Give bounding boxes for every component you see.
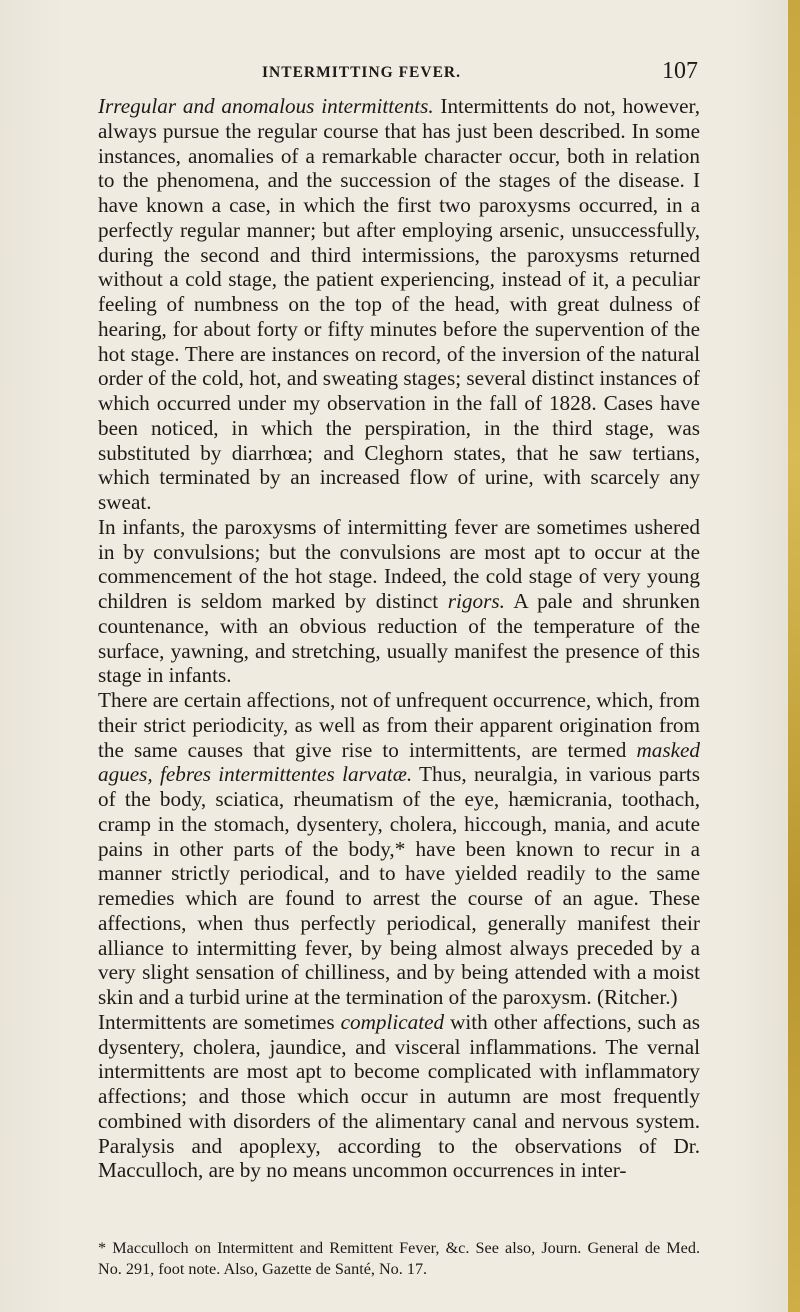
paragraph-text: Intermittents do not, however, always pursue the regular course that has just been described. In some instances, anomalies of a remarkable character occur, both in relation to the phenomena, and the succession of the stages of the disease. I have known a case, in which the first two paroxysms occurred, in a perfectly regular manner; but after employing arsenic, unsuccessfully, during the second and third intermissions, the paroxysms returned without a cold stage, the patient experiencing, instead of it, a peculiar feeling of numbness on the top of the head, with great dulness of hearing, for about forty or fifty minutes before the supervention of the hot stage. There are instances on record, of the inversion of the natural order of the cold, hot, and sweating stages; several distinct instances of which occurred under my observation in the fall of 1828. Cases have been noticed, in which the perspiration, in the third stage, was substituted by diarrhœa; and Cleghorn states, that he saw tertians, which terminated by an increased flow of urine, with scarcely any sweat.	[98, 94, 700, 514]
page-header	[262, 58, 698, 88]
paragraph-text: Intermittents are sometimes	[98, 1009, 341, 1034]
page-number: 107	[662, 58, 698, 84]
page-edge	[788, 0, 800, 1312]
running-title: INTERMITTING FEVER.	[262, 64, 461, 81]
emphasis-masked-agues: masked agues, febres intermittentes larvatæ.	[98, 737, 700, 787]
paragraph-irregular-intermittents	[98, 94, 700, 515]
paragraph-text: with other affections, such as dysentery, cholera, jaundice, and visceral inflammations. The vernal intermittents are most apt to become complicated with inflammatory affections; and those which occur in autumn are most frequently combined with disorders of the alimentary canal and nervous system. Paralysis and apoplexy, according to the observations of Dr. Macculloch, are by no means uncommon occurrences in inter-	[98, 1009, 700, 1183]
body-text	[98, 94, 700, 1183]
footnote: * Macculloch on Intermittent and Remittent Fever, &c. See also, Journ. General de Med. No. 291, foot note. Also, Gazette de Santé, No. 17.	[98, 1239, 700, 1278]
paragraph-text: A pale and shrunken countenance, with an obvious reduction of the temperature of the surface, yawning, and stretching, usually manifest the presence of this stage in infants.	[98, 589, 700, 688]
paragraph-text: Thus, neuralgia, in various parts of the body, sciatica, rheumatism of the eye, hæmicrania, toothach, cramp in the stomach, dysentery, cholera, hiccough, mania, and acute pains in other parts of the body,* have been known to recur in a manner strictly periodical, and to have yielded readily to the same remedies which are found to arrest the course of an ague. These affections, when thus perfectly periodical, generally manifest their alliance to intermitting fever, by being almost always preceded by a very slight sensation of chilliness, and by being attended with a moist skin and a turbid urine at the termination of the paroxysm. (Ritcher.)	[98, 762, 700, 1009]
emphasis-complicated: complicated	[340, 1009, 445, 1034]
paragraph-infants	[98, 515, 700, 688]
paragraph-text: In infants, the paroxysms of intermitting fever are sometimes ushered in by convulsions; but the convulsions are most apt to occur at the commencement of the hot stage. Indeed, the cold stage of very young children is seldom marked by distinct	[98, 514, 700, 613]
section-heading-italic: Irregular and anomalous intermittents.	[98, 94, 434, 118]
paragraph-complicated	[98, 1010, 700, 1183]
paragraph-text: There are certain affections, not of unfrequent occurrence, which, from their strict periodicity, as well as from their apparent origination from the same causes that give rise to intermittents, are termed	[98, 688, 700, 762]
emphasis-rigors: rigors.	[447, 589, 505, 613]
paragraph-masked-agues	[98, 688, 700, 1010]
